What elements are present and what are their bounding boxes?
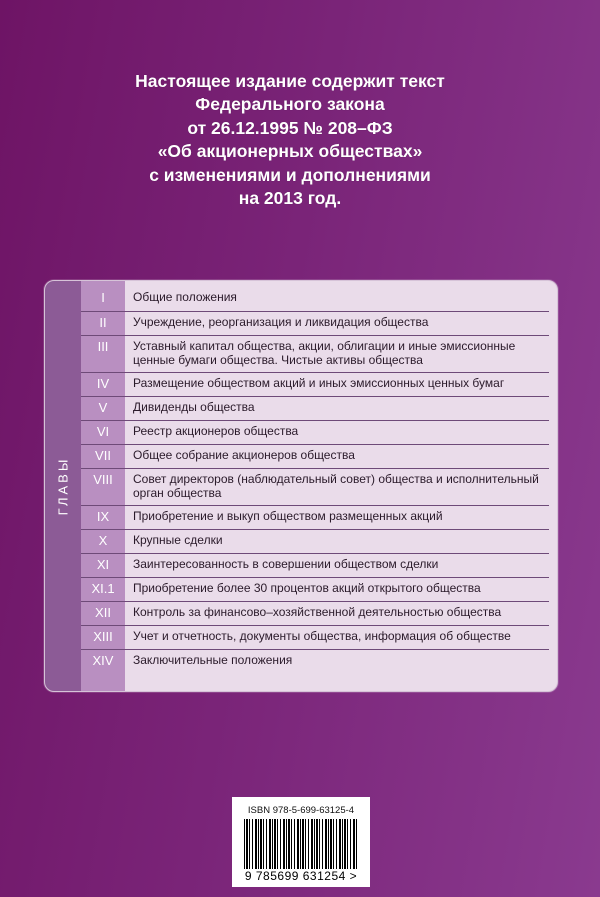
- chapter-table: [44, 280, 558, 692]
- chapter-number: XI: [96, 557, 110, 572]
- chapter-title: Совет директоров (наблюдательный совет) общества и исполнительный орган общества: [133, 472, 539, 500]
- chapter-row: [81, 530, 549, 554]
- chapter-title: Общее собрание акционеров общества: [133, 448, 355, 462]
- chapter-row: [81, 506, 549, 530]
- chapter-title: Приобретение более 30 процентов акций открытого общества: [133, 581, 481, 595]
- chapter-number: XIII: [93, 629, 113, 644]
- barcode-digits: 9 785699 631254 >: [244, 869, 358, 883]
- chapter-title: Приобретение и выкуп обществом размещенных акций: [133, 509, 443, 523]
- chapter-number: VII: [95, 448, 111, 463]
- chapter-row: [81, 445, 549, 469]
- chapter-row: [81, 650, 549, 674]
- intro-line-2: Федерального закона: [195, 94, 385, 115]
- intro-line-5: с изменениями и дополнениями: [149, 164, 431, 185]
- chapters-side-bar: [45, 281, 81, 691]
- chapter-row: [81, 336, 549, 373]
- chapter-number: V: [98, 400, 108, 415]
- chapter-row: [81, 469, 549, 506]
- intro-line-6: на 2013 год.: [238, 188, 342, 209]
- intro-line-4: «Об акционерных обществах»: [157, 141, 423, 162]
- chapter-number: IV: [96, 376, 110, 391]
- chapter-row: [81, 312, 549, 336]
- chapter-number: XI.1: [91, 581, 115, 596]
- chapter-title: Реестр акционеров общества: [133, 424, 299, 438]
- chapter-row: [81, 578, 549, 602]
- barcode-icon: [244, 819, 358, 869]
- chapter-title: Контроль за финансово–хозяйственной деятельностью общества: [133, 605, 502, 619]
- chapter-row: [81, 397, 549, 421]
- chapter-title: Размещение обществом акций и иных эмиссионных ценных бумаг: [133, 376, 505, 390]
- barcode-panel: [232, 797, 370, 887]
- chapter-title: Заключительные положения: [133, 653, 293, 667]
- chapter-number: VIII: [93, 472, 113, 487]
- chapter-row: [81, 554, 549, 578]
- chapter-title: Заинтересованность в совершении обществом сделки: [133, 557, 439, 571]
- chapter-title: Учет и отчетность, документы общества, информация об обществе: [133, 629, 511, 643]
- chapter-number: X: [98, 533, 108, 548]
- chapters-label: ГЛАВЫ: [55, 456, 71, 516]
- chapter-number: VI: [96, 424, 110, 439]
- chapter-number: XII: [95, 605, 111, 620]
- chapter-row: [81, 421, 549, 445]
- chapter-row: [81, 626, 549, 650]
- intro-line-1: Настоящее издание содержит текст: [135, 71, 445, 91]
- chapter-row: [81, 373, 549, 397]
- intro-text: [60, 70, 520, 210]
- chapter-number: XIV: [92, 653, 114, 668]
- chapter-title: Дивиденды общества: [133, 400, 255, 414]
- isbn-text: ISBN 978-5-699-63125-4: [247, 805, 355, 816]
- chapter-number: IX: [96, 509, 110, 524]
- chapter-title: Крупные сделки: [133, 533, 223, 547]
- chapter-list: [81, 287, 549, 674]
- chapter-number: I: [101, 290, 105, 305]
- chapter-title: Общие положения: [133, 290, 237, 304]
- chapter-title: Уставный капитал общества, акции, облигации и иные эмиссионные ценные бумаги общества. Чистые активы общества: [133, 339, 516, 367]
- chapter-title: Учреждение, реорганизация и ликвидация общества: [133, 315, 429, 329]
- chapter-number: II: [99, 315, 107, 330]
- intro-line-3: от 26.12.1995 № 208–ФЗ: [187, 117, 393, 138]
- chapter-row: [81, 287, 549, 312]
- chapter-row: [81, 602, 549, 626]
- chapter-number: III: [97, 339, 109, 354]
